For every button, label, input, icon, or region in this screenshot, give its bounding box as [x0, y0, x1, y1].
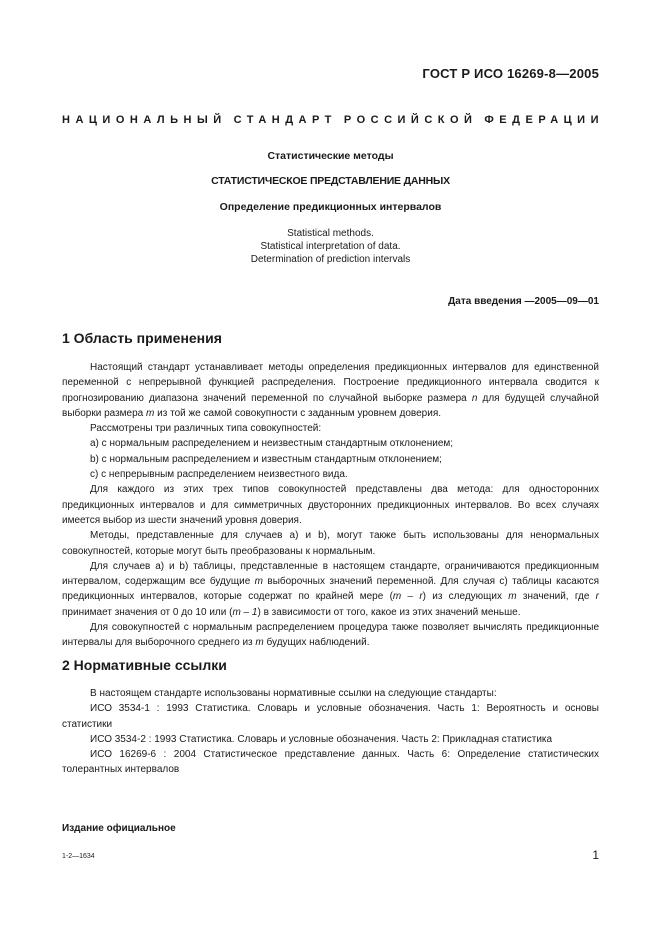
reference-item: ИСО 16269-6 : 2004 Статистическое представление данных. Часть 6: Определение статистических толерантных интервалов [62, 749, 599, 776]
national-standard-banner [62, 114, 604, 126]
banner-word: РОССИЙСКОЙ [343, 114, 478, 126]
banner-word: ФЕДЕРАЦИИ [484, 114, 604, 126]
print-code: 1-2—1634 [62, 853, 95, 860]
paragraph: Для случаев а) и b) таблицы, представленные в настоящем стандарте, ограничиваются предикционным интервалом, содержащим все будущие m выборочных значений переменной. Для случая c) таблицы касаются предикционных интервалов, которые содержат по крайней мере (m – r) из следующих m значений, где r принимает значения от 0 до 10 или (m – 1) в зависимости от того, какое из этих значений меньше. [62, 560, 600, 618]
paragraph: Методы, представленные для случаев а) и b), могут также быть использованы для ненормальных совокупностей, которые могут быть преобразованы к нормальным. [62, 530, 599, 557]
paragraph: Для каждого из этих трех типов совокупностей представлены два метода: для односторонних предикционных интервалов и для симметричных двусторонних предикционных интервалов. Во всех случаях имеется выбор из шести значений уровня доверия. [62, 484, 599, 526]
standard-number: ГОСТ Р ИСО 16269-8—2005 [422, 66, 599, 81]
english-title-line: Determination of prediction intervals [250, 254, 411, 265]
section-1-heading: 1 Область применения [62, 330, 222, 346]
english-title-line: Statistical methods. [287, 228, 374, 239]
list-item: а) с нормальным распределением и неизвестным стандартным отклонением; [90, 438, 454, 450]
paragraph: Для совокупностей с нормальным распределением процедура также позволяет вычислять предикционные интервалы для выборочного среднего из m будущих наблюдений. [62, 622, 599, 649]
list-item: b) с нормальным распределением и известным стандартным отклонением; [90, 453, 442, 465]
section-2-body [62, 686, 599, 778]
section-1-body [62, 360, 599, 651]
paragraph: Рассмотрены три различных типа совокупностей: [90, 423, 322, 435]
banner-word: СТАНДАРТ [233, 114, 337, 126]
banner-word: НАЦИОНАЛЬНЫЙ [62, 114, 227, 126]
official-edition-label: Издание официальное [62, 823, 176, 834]
document-titles [62, 150, 599, 266]
english-title [62, 227, 599, 266]
introduction-date: Дата введения —2005—09—01 [448, 296, 599, 307]
reference-item: ИСО 3534-1 : 1993 Статистика. Словарь и условные обозначения. Часть 1: Вероятность и основы статистики [62, 703, 599, 730]
title-part: Определение предикционных интервалов [219, 201, 442, 213]
list-item: c) с непрерывным распределением неизвестного вида. [90, 469, 348, 481]
title-series: Статистические методы [267, 150, 394, 162]
paragraph: Настоящий стандарт устанавливает методы определения предикционных интервалов для единственной переменной с непрерывной функцией распределения. Построение предикционного интервала сводится к прогнозированию диапазона значений переменной по случайной выборке размера n для будущей случайной выборки размера m из той же самой совокупности с заданным уровнем доверия. [62, 362, 599, 419]
reference-item: ИСО 3534-2 : 1993 Статистика. Словарь и условные обозначения. Часть 2: Прикладная статистика [90, 733, 553, 745]
english-title-line: Statistical interpretation of data. [260, 241, 401, 252]
title-main: СТАТИСТИЧЕСКОЕ ПРЕДСТАВЛЕНИЕ ДАННЫХ [211, 175, 450, 187]
section-2-heading: 2 Нормативные ссылки [62, 657, 227, 673]
page-number: 1 [592, 848, 599, 862]
paragraph: В настоящем стандарте использованы нормативные ссылки на следующие стандарты: [90, 688, 497, 699]
